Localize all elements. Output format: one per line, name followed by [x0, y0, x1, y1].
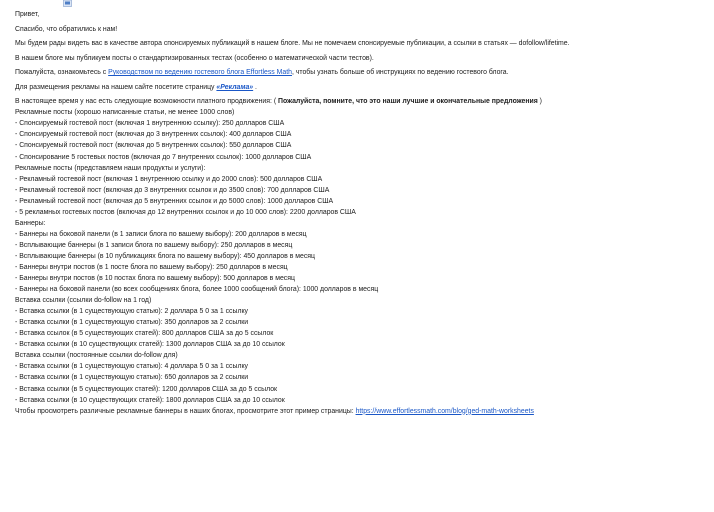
section-link-insertion-1year	[15, 295, 705, 350]
list-item: - Спонсирование 5 гостевых постов (включая до 7 внутренних ссылок): 1000 долларов США	[15, 153, 312, 161]
list-item: - Рекламный гостевой пост (включая до 5 внутренних ссылок и до 5000 слов): 1000 долларов США	[15, 197, 334, 205]
section-title: Вставка ссылки (ссылки do-follow на 1 год)	[15, 297, 152, 305]
section-title: Рекламные посты (представляем наши продукты и услуги):	[15, 164, 206, 172]
list-item: - Спонсируемый гостевой пост (включая до 3 внутренних ссылок): 400 долларов США	[15, 131, 292, 139]
section-banners	[15, 218, 705, 295]
greeting: Привет,	[15, 11, 40, 18]
options-paragraph	[15, 96, 705, 107]
list-item: - Баннеры на боковой панели (во всех сообщениях блога, более 1000 сообщений блога): 1000 долларов в месяц	[15, 286, 379, 294]
list-item: - Вставка ссылки (в 10 существующих статей): 1800 долларов США за до 10 ссылок	[15, 396, 285, 404]
section-advertising-posts	[15, 163, 705, 218]
list-item: - Баннеры на боковой панели (в 1 записи блога по вашему выбору): 200 долларов в месяц	[15, 230, 307, 238]
ads-text-after: .	[253, 83, 257, 91]
list-item: - Вставка ссылки (в 1 существующую статью): 350 долларов за 2 ссылки	[15, 319, 249, 327]
guide-text-before: Пожалуйста, ознакомьтесь с	[15, 69, 109, 77]
list-item: - Баннеры внутри постов (в 10 постах блога по вашему выбору): 500 долларов в месяц	[15, 275, 295, 283]
ads-text-before: Для размещения рекламы на нашем сайте посетите страницу	[15, 83, 217, 91]
guide-paragraph	[15, 67, 705, 78]
example-page-link[interactable]: https://www.effortlessmath.com/blog/ged-math-worksheets	[355, 407, 534, 415]
section-title: Рекламные посты (хорошо написанные статьи, не менее 1000 слов)	[15, 109, 235, 117]
list-item: - Всплывающие баннеры (в 1 записи блога по вашему выбору): 250 долларов в месяц	[15, 241, 293, 249]
section-title: Вставка ссылки (постоянные ссылки do-follow для)	[15, 352, 178, 360]
thanks-line: Спасибо, что обратились к нам!	[15, 25, 118, 33]
email-body	[15, 9, 705, 417]
footer-text-before: Чтобы просмотреть различные рекламные баннеры в наших блогах, просмотрите этот пример страницы:	[15, 407, 356, 415]
list-item: - Рекламный гостевой пост (включая до 3 внутренних ссылок и до 3500 слов): 700 долларов США	[15, 186, 330, 194]
list-item: - Баннеры внутри постов (в 1 посте блога по вашему выбору): 250 долларов в месяц	[15, 263, 288, 271]
list-item: - Спонсируемый гостевой пост (включая до 5 внутренних ссылок): 550 долларов США	[15, 142, 292, 150]
intro-paragraph: Мы будем рады видеть вас в качестве автора спонсируемых публикаций в нашем блоге. Мы не помечаем спонсируемые публикации, а ссылки в статьях — dofollow/lifetime.	[15, 40, 570, 48]
list-item: - Вставка ссылки (в 1 существующую статью): 2 доллара 5 0 за 1 ссылку	[15, 308, 248, 316]
ads-page-link[interactable]: «Реклама»	[216, 83, 254, 91]
guide-text-after: , чтобы узнать больше об инструкциях по ведению гостевого блога.	[291, 69, 509, 77]
list-item: - Всплывающие баннеры (в 10 публикациях блога по вашему выбору): 450 долларов в месяц	[15, 252, 315, 260]
list-item: - Вставка ссылки (в 1 существующую статью): 650 долларов за 2 ссылки	[15, 374, 249, 382]
section-title: Баннеры:	[15, 219, 46, 227]
guest-blog-guide-link[interactable]: Руководством по ведению гостевого блога Effortless Math	[108, 69, 292, 77]
options-text-before: В настоящее время у нас есть следующие возможности платного продвижения: (	[15, 98, 279, 106]
ads-paragraph	[15, 82, 705, 93]
list-item: - Вставка ссылки (в 5 существующих статей): 1200 долларов США за до 5 ссылок	[15, 385, 278, 393]
list-item: - Спонсируемый гостевой пост (включая 1 внутреннюю ссылку): 250 долларов США	[15, 120, 285, 128]
list-item: - Вставка ссылки (в 10 существующих статей): 1300 долларов США за до 10 ссылок	[15, 341, 285, 349]
section-link-insertion-permanent	[15, 350, 705, 405]
options-note: Пожалуйста, помните, что это наши лучшие и окончательные предложения	[278, 98, 538, 106]
focus-paragraph: В нашем блоге мы публикуем посты о стандартизированных тестах (особенно о математической части тестов).	[15, 54, 374, 62]
list-item: - Вставка ссылки (в 1 существующую статью): 4 доллара 5 0 за 1 ссылку	[15, 363, 248, 371]
list-item: - Рекламный гостевой пост (включая 1 внутреннюю ссылку и до 2000 слов): 500 долларов США	[15, 175, 323, 183]
options-text-after: )	[537, 98, 542, 106]
list-item: - 5 рекламных гостевых постов (включая до 12 внутренних ссылок и до 10 000 слов): 2200 долларов США	[15, 208, 356, 216]
attachment-icon[interactable]	[63, 0, 72, 7]
section-sponsored-posts	[15, 107, 705, 162]
footer-paragraph	[15, 406, 705, 417]
list-item: - Вставка ссылок (в 5 существующих статей): 800 долларов США за до 5 ссылок	[15, 330, 274, 338]
